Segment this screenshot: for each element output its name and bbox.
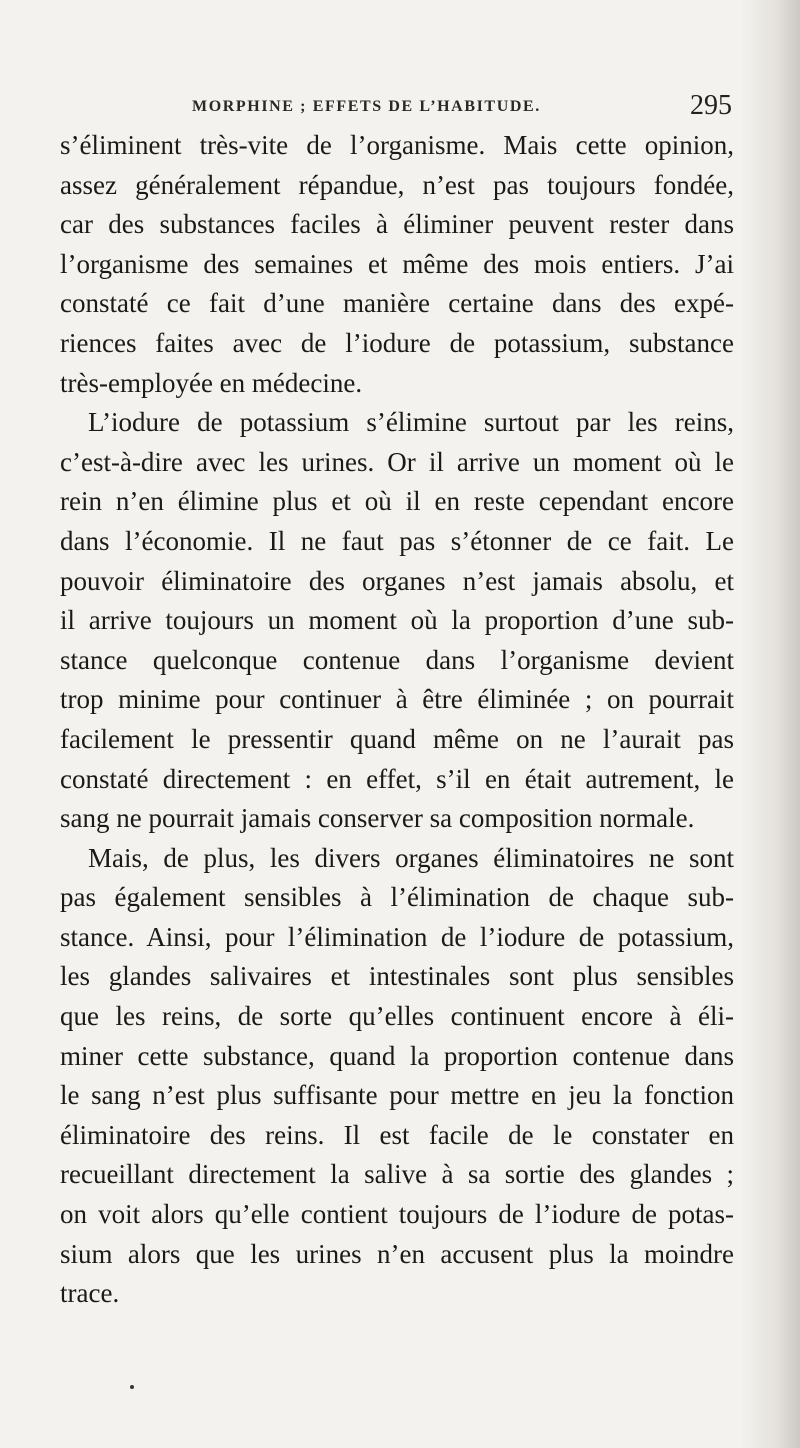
text-line: constaté directement : en effet, s’il en était autrement, le <box>60 763 734 794</box>
text-line: éliminatoire des reins. Il est facile de le constater en <box>60 1119 734 1150</box>
text-line: l’organisme des semaines et même des mois entiers. J’ai <box>60 248 734 279</box>
text-line: dans l’économie. Il ne faut pas s’étonner de ce fait. Le <box>60 525 734 556</box>
text-line: s’éliminent très-vite de l’organisme. Mais cette opinion, <box>60 130 734 160</box>
page-number: 295 <box>690 90 732 121</box>
body-text <box>60 126 734 1314</box>
text-line: stance. Ainsi, pour l’élimination de l’iodure de potassium, <box>60 921 734 952</box>
book-page <box>60 86 734 1314</box>
paragraph <box>60 839 734 1314</box>
text-line: car des substances faciles à éliminer peuvent rester dans <box>60 209 734 240</box>
text-line: sang ne pourrait jamais conserver sa composition normale. <box>60 803 695 834</box>
text-line: c’est-à-dire avec les urines. Or il arrive un moment où le <box>60 446 734 477</box>
text-line: le sang n’est plus suffisante pour mettre en jeu la fonction <box>60 1080 734 1111</box>
text-line: rein n’en élimine plus et où il en reste cependant encore <box>60 486 734 517</box>
text-line: Mais, de plus, les divers organes éliminatoires ne sont <box>88 842 734 873</box>
text-line: il arrive toujours un moment où la proportion d’une sub- <box>60 605 734 636</box>
text-line: stance quelconque contenue dans l’organisme devient <box>60 644 734 675</box>
ink-speck <box>130 1385 134 1389</box>
text-line: assez généralement répandue, n’est pas toujours fondée, <box>60 169 734 200</box>
text-line: que les reins, de sorte qu’elles continuent encore à éli- <box>60 1001 734 1032</box>
text-line: riences faites avec de l’iodure de potassium, substance <box>60 327 734 358</box>
text-line: sium alors que les urines n’en accusent plus la moindre <box>60 1238 734 1269</box>
text-line: pas également sensibles à l’élimination de chaque sub- <box>60 882 734 913</box>
text-line: très-employée en médecine. <box>60 367 363 398</box>
text-line: pouvoir éliminatoire des organes n’est jamais absolu, et <box>60 565 734 596</box>
paragraph <box>60 403 734 839</box>
running-title: MORPHINE ; EFFETS DE L’HABITUDE. <box>192 98 541 115</box>
text-line: trop minime pour continuer à être éliminée ; on pourrait <box>60 684 734 715</box>
text-line: recueillant directement la salive à sa sortie des glandes ; <box>60 1159 734 1190</box>
paragraph <box>60 126 734 403</box>
text-line: on voit alors qu’elle contient toujours de l’iodure de potas- <box>60 1199 734 1230</box>
text-line: L’iodure de potassium s’élimine surtout par les reins, <box>88 407 734 438</box>
scan-edge-shadow <box>740 0 800 1448</box>
text-line: les glandes salivaires et intestinales sont plus sensibles <box>60 961 734 992</box>
text-line: facilement le pressentir quand même on ne l’aurait pas <box>60 723 734 754</box>
text-line: constaté ce fait d’une manière certaine dans des expé- <box>60 288 734 319</box>
text-line: trace. <box>60 1278 120 1309</box>
text-line: miner cette substance, quand la proportion contenue dans <box>60 1040 734 1071</box>
running-head <box>60 86 734 126</box>
